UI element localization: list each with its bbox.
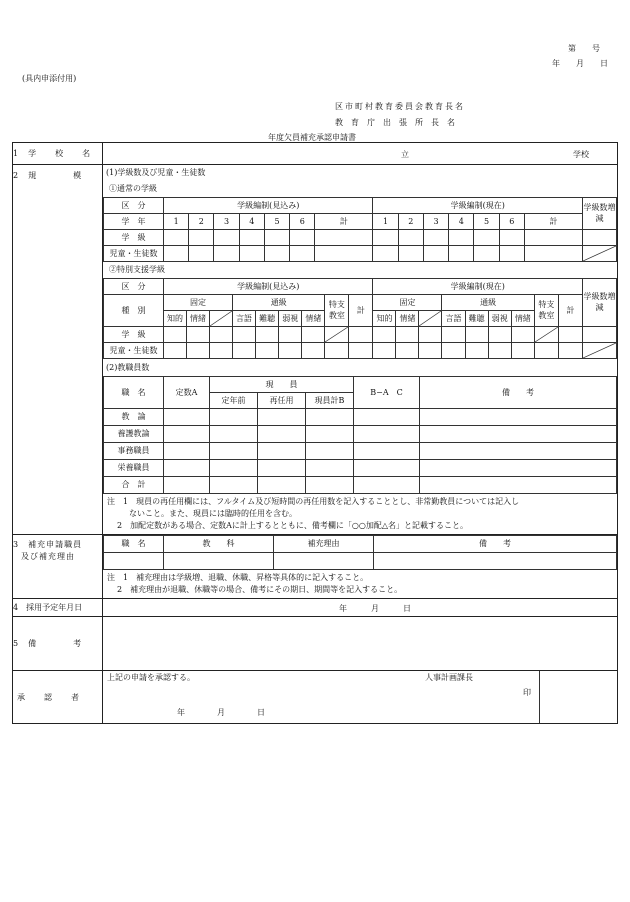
row-students: 児童・生徒数 [104,246,164,262]
note-line: 注 1 現員の再任用欄には、フルタイム及び短時間の再任用数を記入することとし、非常勤教員については記入し [107,497,520,506]
grade-2: 2 [398,214,423,230]
hire-date-label: 4 採用予定年月日 [13,599,103,617]
normal-class-heading: ①通常の学級 [109,184,157,193]
tsukyu-speech: 言語 [442,311,465,327]
total-header: 計 [558,295,582,327]
total-header: 計 [349,295,373,327]
hire-date-field[interactable] [103,599,618,617]
hire-date-value: 年 月 日 [339,604,411,613]
replacement-remarks-header: 備 考 [374,536,617,553]
difference-header: B−A C [354,377,420,409]
staff-count-heading: (2)教職員数 [106,363,150,372]
tsukyu-header: 通級 [233,295,325,311]
document-number: 第 号 [568,44,600,53]
before-retirement-header: 定年前 [210,393,258,409]
tsukyu-emotional: 情緒 [511,311,534,327]
grade-4: 4 [449,214,474,230]
grade-5: 5 [264,214,289,230]
school-name-label: 1 学 校 名 [13,143,103,165]
row-classes: 学 級 [104,230,164,246]
remarks-header: 備 考 [420,377,617,409]
grade-4: 4 [239,214,264,230]
replacement-label [13,535,103,599]
grade-6: 6 [499,214,524,230]
note-line: ないこと。また、現員には臨時的任用を含む。 [129,509,297,518]
staff-row-nutritionist: 栄養職員 [104,460,164,477]
class-increase-header: 学級数増減 [583,198,617,230]
total-header: 計 [315,214,373,230]
plan-estimate-header: 学級編制(見込み) [164,198,373,214]
diagonal-cell [534,327,558,343]
approval-cell [103,671,539,723]
replacement-label-line2: 及び補充理由 [21,552,75,561]
staff-table [103,376,617,494]
diagonal-cell [419,311,442,327]
quota-header: 定数A [164,377,210,409]
plan-current-header: 学級編制(現在) [373,198,583,214]
remarks-label: 5 備 考 [13,617,103,671]
tsukyu-speech: 言語 [233,311,256,327]
scale-label: 2 規 模 [13,165,103,535]
plan-estimate-header: 学級編制(見込み) [164,279,373,295]
reappointed-header: 再任用 [258,393,306,409]
tsukyu-hearing: 難聴 [256,311,279,327]
row-classes: 学 級 [104,327,164,343]
grade-3: 3 [423,214,448,230]
school-name-mid: 立 [401,150,409,159]
job-header: 職 名 [104,377,164,409]
school-name-suffix: 学校 [573,150,589,159]
current-header: 現 員 [210,377,354,393]
class-count-heading: (1)学級数及び児童・生徒数 [106,168,206,177]
diagonal-cell [583,246,617,262]
attachment-note: (具内申添付用) [22,74,77,83]
fixed-intellectual: 知的 [373,311,396,327]
grade-5: 5 [474,214,499,230]
diagonal-cell [210,311,233,327]
scale-notes [103,494,617,534]
grade-1: 1 [164,214,189,230]
staff-row-nurse-teacher: 養護教論 [104,426,164,443]
special-class-table [103,278,617,359]
page-title: 年度欠員補充承認申請書 [268,133,356,142]
diagonal-cell [583,343,617,359]
fixed-intellectual: 知的 [164,311,187,327]
kubun-header: 区 分 [104,279,164,295]
grade-3: 3 [214,214,239,230]
replacement-label-line1: 3 補充申請職員 [13,540,83,549]
note-line: 2 加配定数がある場合、定数Aに計上するとともに、備考欄に「○○加配△名」と記載すること。 [117,521,468,530]
staff-row-clerk: 事務職員 [104,443,164,460]
replacement-subject-header: 教 科 [164,536,274,553]
current-total-header: 現員計B [306,393,354,409]
approval-date: 年 月 日 [177,708,265,717]
approver-label: 承 認 者 [13,671,103,724]
approval-seal: 印 [523,688,531,697]
tokushi-header: 特支教室 [534,295,558,327]
addressee-board: 区市町村教育委員会教育長名 [335,102,465,111]
grade-2: 2 [189,214,214,230]
special-class-heading: ②特別支援学級 [109,265,165,274]
staff-row-teacher: 教 論 [104,409,164,426]
grade-header: 学 年 [104,214,164,230]
tsukyu-header: 通級 [442,295,534,311]
class-increase-header: 学級数増減 [583,279,617,327]
grade-6: 6 [290,214,315,230]
note-line: 注 1 補充理由は学級増、退職、休職、昇格等具体的に記入すること。 [107,573,369,582]
approval-stamp-box[interactable] [539,671,617,723]
plan-current-header: 学級編制(現在) [373,279,583,295]
normal-class-table [103,197,617,262]
approval-text: 上記の申請を承認する。 [107,673,195,682]
remarks-field[interactable] [103,617,618,671]
note-line: 2 補充理由が退職、休職等の場合、備考にその期日、期間等を記入すること。 [117,585,403,594]
fixed-emotional: 情緒 [187,311,210,327]
row-students: 児童・生徒数 [104,343,164,359]
approval-manager: 人事計画課長 [425,673,473,682]
tsukyu-hearing: 難聴 [465,311,488,327]
replacement-reason-header: 補充理由 [274,536,374,553]
tsukyu-emotional: 情緒 [302,311,325,327]
kubun-header: 区 分 [104,198,164,214]
fixed-header: 固定 [164,295,233,311]
total-header: 計 [524,214,582,230]
tsukyu-vision: 弱視 [279,311,302,327]
document-date: 年 月 日 [552,59,608,68]
addressee-office: 教 育 庁 出 張 所 長 名 [335,118,455,127]
diagonal-cell [325,327,349,343]
staff-row-total: 合 計 [104,477,164,494]
application-form [12,142,618,724]
school-name-field[interactable] [103,143,618,165]
replacement-notes [103,570,617,598]
approval-table [103,671,617,723]
replacement-table [103,535,617,570]
fixed-header: 固定 [373,295,442,311]
type-header: 種 別 [104,295,164,327]
grade-1: 1 [373,214,398,230]
tokushi-header: 特支教室 [325,295,349,327]
tsukyu-vision: 弱視 [488,311,511,327]
fixed-emotional: 情緒 [396,311,419,327]
replacement-job-header: 職 名 [104,536,164,553]
